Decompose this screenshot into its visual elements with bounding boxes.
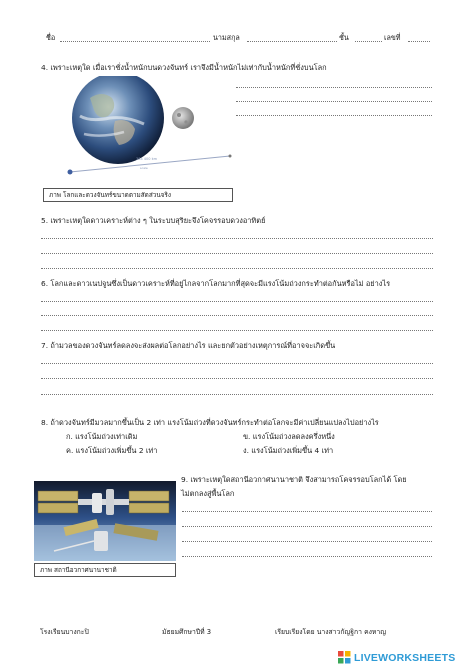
liveworksheets-logo[interactable]	[338, 651, 455, 664]
earth-moon-caption: ภาพ โลกและดวงจันทร์ขนาดตามสัดส่วนจริง	[43, 188, 233, 202]
class-field[interactable]	[355, 41, 382, 42]
number-field[interactable]	[408, 41, 430, 42]
answer-line[interactable]	[41, 301, 433, 302]
option-c[interactable]: ค. แรงโน้มถ่วงเพิ่มขึ้น 2 เท่า	[66, 446, 158, 455]
surname-label: นามสกุล	[213, 33, 240, 42]
question-4: 4. เพราะเหตุใด เมื่อเราชั่งน้ำหนักบนดวงจันทร์ เราจึงมีน้ำหนักไม่เท่ากับน้ำหนักที่ชั่งบนโลก	[41, 63, 327, 72]
question-6: 6. โลกและดาวเนปจูนซึ่งเป็นดาวเคราะห์ที่อยู่ไกลจากโลกมากที่สุดจะมีแรงโน้มถ่วงกระทำต่อกันหรือไม่ อย่างไร	[41, 279, 391, 288]
name-label: ชื่อ	[46, 33, 56, 42]
question-8: 8. ถ้าดวงจันทร์มีมวลมากขึ้นเป็น 2 เท่า แรงโน้มถ่วงที่ดวงจันทร์กระทำต่อโลกจะมีค่าเปลี่ยนแปลงไปอย่างไร	[41, 418, 379, 427]
answer-line[interactable]	[236, 101, 432, 102]
answer-line[interactable]	[182, 541, 432, 542]
answer-line[interactable]	[41, 363, 433, 364]
question-5: 5. เพราะเหตุใดดาวเคราะห์ต่าง ๆ ในระบบสุริยะจึงโคจรรอบดวงอาทิตย์	[41, 216, 266, 225]
answer-line[interactable]	[41, 253, 433, 254]
svg-text:384 400 km: 384 400 km	[136, 157, 158, 161]
answer-line[interactable]	[41, 394, 433, 395]
earth-moon-image	[60, 76, 240, 181]
question-7: 7. ถ้ามวลของดวงจันทร์ลดลงจะส่งผลต่อโลกอย่างไร และยกตัวอย่างเหตุการณ์ที่อาจจะเกิดขึ้น	[41, 341, 336, 350]
option-d[interactable]: ง. แรงโน้มถ่วงเพิ่มขึ้น 4 เท่า	[243, 446, 334, 455]
footer-author: เรียบเรียงโดย นางสาวกัญฐิกา คงหาญ	[275, 628, 387, 636]
answer-line[interactable]	[41, 238, 433, 239]
iss-caption: ภาพ สถานีอวกาศนานาชาติ	[34, 563, 176, 577]
question-9: 9. เพราะเหตุใดสถานีอวกาศนานาชาติ จึงสามารถโคจรรอบโลกได้ โดย	[181, 475, 407, 484]
answer-line[interactable]	[236, 87, 432, 88]
class-label: ชั้น	[339, 33, 349, 42]
number-label: เลขที่	[384, 33, 401, 42]
liveworksheets-icon	[338, 651, 351, 664]
name-field[interactable]	[60, 41, 210, 42]
option-b[interactable]: ข. แรงโน้มถ่วงลดลงครึ่งหนึ่ง	[243, 432, 335, 441]
iss-image	[34, 481, 176, 561]
answer-line[interactable]	[41, 315, 433, 316]
surname-field[interactable]	[247, 41, 337, 42]
footer-school: โรงเรียนบางกะปิ	[40, 628, 89, 636]
question-9-continued: ไม่ตกลงสู่พื้นโลก	[181, 489, 235, 498]
answer-line[interactable]	[41, 268, 433, 269]
svg-text:scale: scale	[140, 166, 148, 170]
answer-line[interactable]	[182, 511, 432, 512]
answer-line[interactable]	[236, 115, 432, 116]
liveworksheets-text: LIVEWORKSHEETS	[354, 651, 456, 664]
option-a[interactable]: ก. แรงโน้มถ่วงเท่าเดิม	[66, 432, 138, 441]
answer-line[interactable]	[182, 526, 432, 527]
answer-line[interactable]	[41, 378, 433, 379]
answer-line[interactable]	[41, 330, 433, 331]
answer-line[interactable]	[182, 556, 432, 557]
footer-grade: มัธยมศึกษาปีที่ 3	[162, 628, 212, 636]
